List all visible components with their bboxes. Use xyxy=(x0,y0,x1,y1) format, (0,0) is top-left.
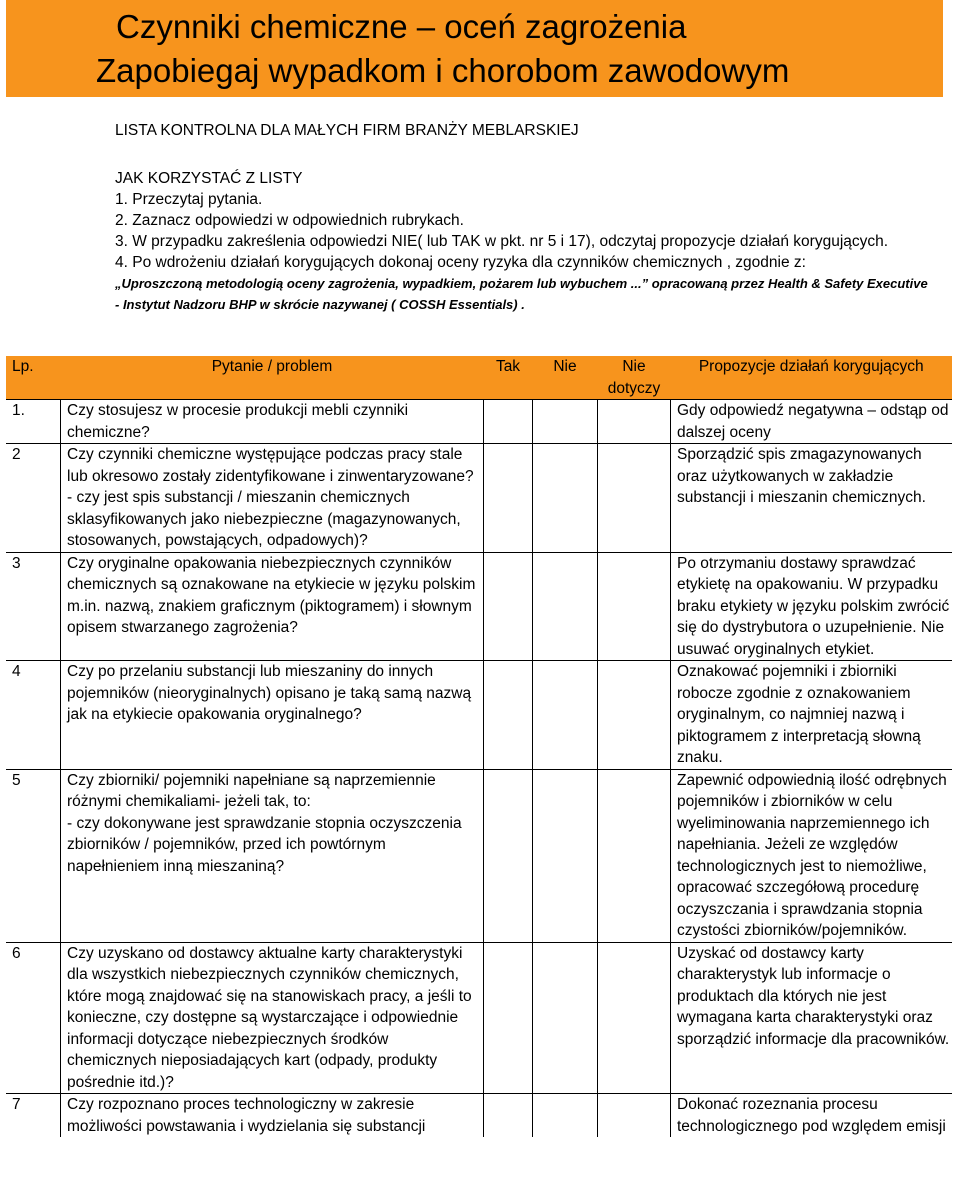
row-action: Dokonać rozeznania procesu technologicznego pod względem emisji xyxy=(671,1094,953,1138)
answer-yes-cell[interactable] xyxy=(484,942,533,1094)
row-action: Gdy odpowiedź negatywna – odstąp od dalszej oceny xyxy=(671,400,953,444)
answer-yes-cell[interactable] xyxy=(484,661,533,770)
row-question: Czy rozpoznano proces technologiczny w zakresie możliwości powstawania i wydzielania się substancji xyxy=(61,1094,484,1138)
document-subtitle: Zapobiegaj wypadkom i chorobom zawodowym xyxy=(96,52,790,89)
checklist-heading: LISTA KONTROLNA DLA MAŁYCH FIRM BRANŻY MEBLARSKIEJ xyxy=(115,122,579,139)
answer-na-cell[interactable] xyxy=(598,942,671,1094)
answer-na-cell[interactable] xyxy=(598,1094,671,1138)
answer-yes-cell[interactable] xyxy=(484,552,533,661)
row-number: 2 xyxy=(6,444,61,553)
header-lp: Lp. xyxy=(6,356,61,400)
title-banner xyxy=(6,0,943,97)
answer-na-cell[interactable] xyxy=(598,444,671,553)
row-action: Uzyskać od dostawcy karty charakterystyk lub informacje o produktach dla których nie jest wymagana karta charakterystyki oraz sporządzić informacje dla pracowników. xyxy=(671,942,953,1094)
row-action: Sporządzić spis zmagazynowanych oraz użytkowanych w zakładzie substancji i mieszanin chemicznych. xyxy=(671,444,953,553)
answer-no-cell[interactable] xyxy=(533,552,598,661)
row-question: Czy stosujesz w procesie produkcji mebli czynniki chemiczne? xyxy=(61,400,484,444)
row-question: Czy czynniki chemiczne występujące podczas pracy stale lub okresowo zostały zidentyfikowane i zinwentaryzowane? - czy jest spis substancji / mieszanin chemicznych sklasyfikowanych jako niebezpieczne (magazynowanych, stosowanych, powstających, odpadowych)? xyxy=(61,444,484,553)
header-question: Pytanie / problem xyxy=(61,356,484,400)
row-action: Zapewnić odpowiednią ilość odrębnych pojemników i zbiorników w celu wyeliminowania naprzemiennego ich napełniania. Jeżeli ze względów technologicznych jest to niemożliwe, opracować szczegółową procedurę oczyszczania i sprawdzania stopnia czystości zbiorników/pojemników. xyxy=(671,769,953,942)
header-yes: Tak xyxy=(484,356,533,400)
intro-section xyxy=(115,120,935,315)
row-number: 3 xyxy=(6,552,61,661)
table-row xyxy=(6,661,952,770)
row-question: Czy oryginalne opakowania niebezpiecznych czynników chemicznych są oznakowane na etykiecie w języku polskim m.in. nazwą, znakiem graficznym (piktogramem) i słownym opisem stwarzanego zagrożenia? xyxy=(61,552,484,661)
document-title: Czynniki chemiczne – oceń zagrożenia xyxy=(116,8,687,45)
row-number: 4 xyxy=(6,661,61,770)
answer-no-cell[interactable] xyxy=(533,769,598,942)
answer-no-cell[interactable] xyxy=(533,1094,598,1138)
answer-yes-cell[interactable] xyxy=(484,400,533,444)
instruction-step: 4. Po wdrożeniu działań korygujących dokonaj oceny ryzyka dla czynników chemicznych , zgodnie z: xyxy=(115,254,806,271)
row-question: Czy po przelaniu substancji lub mieszaniny do innych pojemników (nieoryginalnych) opisano je taką samą nazwą jak na etykiecie opakowania oryginalnego? xyxy=(61,661,484,770)
answer-no-cell[interactable] xyxy=(533,661,598,770)
table-row xyxy=(6,552,952,661)
row-number: 5 xyxy=(6,769,61,942)
table-row xyxy=(6,400,952,444)
answer-no-cell[interactable] xyxy=(533,942,598,1094)
table-row xyxy=(6,942,952,1094)
answer-na-cell[interactable] xyxy=(598,400,671,444)
row-number: 6 xyxy=(6,942,61,1094)
answer-yes-cell[interactable] xyxy=(484,1094,533,1138)
row-action: Oznakować pojemniki i zbiorniki robocze zgodnie z oznakowaniem oryginalnym, co najmniej nazwą i piktogramem z interpretacją słowną znaku. xyxy=(671,661,953,770)
row-number: 1. xyxy=(6,400,61,444)
instruction-step: 3. W przypadku zakreślenia odpowiedzi NIE( lub TAK w pkt. nr 5 i 17), odczytaj propozycje działań korygujących. xyxy=(115,233,889,250)
row-question: Czy zbiorniki/ pojemniki napełniane są naprzemiennie różnymi chemikaliami- jeżeli tak, to: - czy dokonywane jest sprawdzanie stopnia oczyszczenia zbiorników / pojemników, przed ich powtórnym napełnieniem inną mieszaniną? xyxy=(61,769,484,942)
table-row xyxy=(6,1094,952,1138)
table-row xyxy=(6,444,952,553)
table-row xyxy=(6,769,952,942)
instruction-step: 1. Przeczytaj pytania. xyxy=(115,191,263,208)
answer-no-cell[interactable] xyxy=(533,444,598,553)
answer-na-cell[interactable] xyxy=(598,552,671,661)
checklist-table xyxy=(6,356,952,1137)
howto-title: JAK KORZYSTAĆ Z LISTY xyxy=(115,170,303,187)
header-actions: Propozycje działań korygujących xyxy=(671,356,953,400)
answer-na-cell[interactable] xyxy=(598,661,671,770)
answer-na-cell[interactable] xyxy=(598,769,671,942)
header-no: Nie xyxy=(533,356,598,400)
row-action: Po otrzymaniu dostawy sprawdzać etykietę na opakowaniu. W przypadku braku etykiety w języku polskim zwrócić się do dystrybutora o uzupełnienie. Nie usuwać oryginalnych etykiet. xyxy=(671,552,953,661)
answer-yes-cell[interactable] xyxy=(484,769,533,942)
answer-yes-cell[interactable] xyxy=(484,444,533,553)
answer-no-cell[interactable] xyxy=(533,400,598,444)
table-header-row xyxy=(6,356,952,400)
instruction-step: 2. Zaznacz odpowiedzi w odpowiednich rubrykach. xyxy=(115,212,464,229)
row-number: 7 xyxy=(6,1094,61,1138)
row-question: Czy uzyskano od dostawcy aktualne karty charakterystyki dla wszystkich niebezpiecznych czynników chemicznych, które mogą znajdować się na stanowiskach pracy, a jeśli to konieczne, czy dostępne są wystarczające i odpowiednie informacji dotyczące niebezpiecznych środków chemicznych nieposiadających kart (odpady, produkty pośrednie itd.)? xyxy=(61,942,484,1094)
methodology-reference: „Uproszczoną metodologią oceny zagrożenia, wypadkiem, pożarem lub wybuchem ...” opracowaną przez Health & Safety Executive - Instytut Nadzoru BHP w skrócie nazywanej ( COSSH Essentials) . xyxy=(115,276,928,312)
header-not-applicable: Nie dotyczy xyxy=(598,356,671,400)
